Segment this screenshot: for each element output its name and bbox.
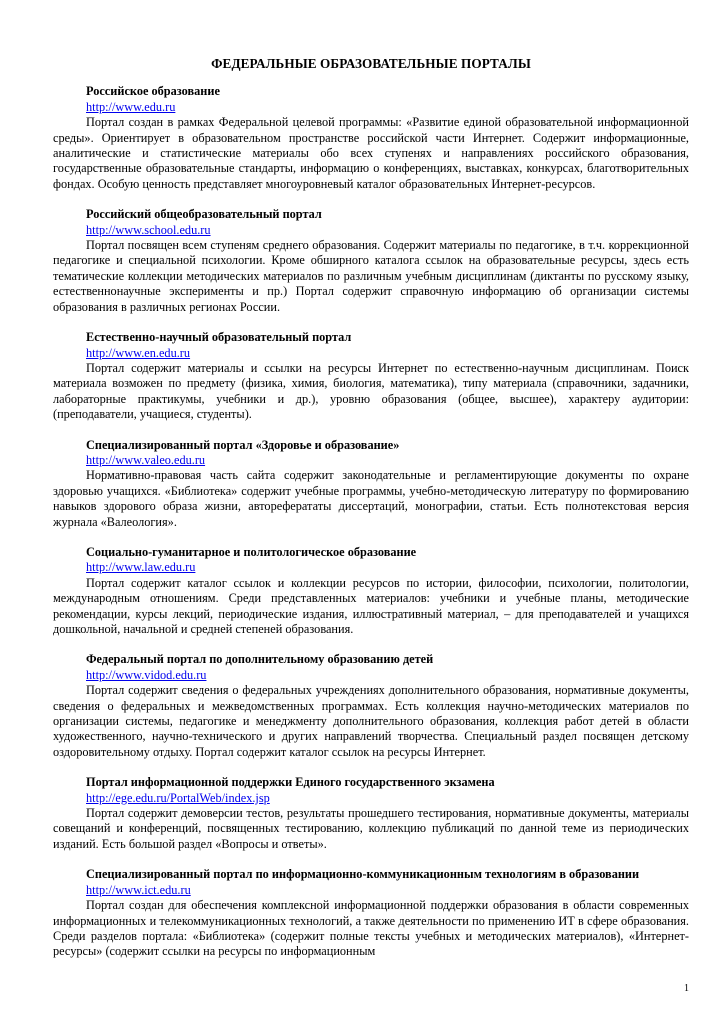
section-ege-edu-ru: [53, 775, 689, 852]
section-link[interactable]: http://ege.edu.ru/PortalWeb/index.jsp: [86, 790, 270, 805]
section-en-edu-ru: [53, 330, 689, 422]
section-title: Социально-гуманитарное и политологическое образование: [86, 544, 417, 559]
section-link[interactable]: http://www.school.edu.ru: [86, 222, 211, 237]
page-number: 1: [684, 983, 689, 994]
section-title: Естественно-научный образовательный портал: [86, 330, 352, 345]
section-title: Специализированный портал «Здоровье и образование»: [86, 437, 400, 452]
section-school-edu-ru: [53, 207, 689, 315]
section-body: Портал содержит сведения о федеральных учреждениях дополнительного образования, нормативные документы, сведения о федеральных и межведомственных программах. Есть коллекция научно-методических материалов по организации системы, педагогике и менеджменту дополнительного образования, коллекция работ детей в области художественного, научно-технического и других направлений творчества. Специальный раздел посвящен детскому оздоровительному отдыху. Портал содержит каталог ссылок на ресурсы Интернет.: [53, 683, 689, 759]
section-title: Портал информационной поддержки Единого государственного экзамена: [86, 775, 495, 790]
section-link[interactable]: http://www.ict.edu.ru: [86, 882, 191, 897]
section-title: Федеральный портал по дополнительному образованию детей: [86, 652, 434, 667]
section-body: Портал создан для обеспечения комплексной информационной поддержки образования в области современных информационных и телекоммуникационных технологий, а также деятельности по применению ИТ в сфере образования. Среди разделов портала: «Библиотека» (содержит полные тексты учебных и методических материалов), «Интернет-ресурсы» (содержит ссылки на ресурсы по информационным: [53, 898, 689, 959]
section-link[interactable]: http://www.law.edu.ru: [86, 560, 196, 575]
section-vidod-edu-ru: [53, 652, 689, 760]
section-body: Портал содержит каталог ссылок и коллекции ресурсов по истории, философии, психологии, политологии, международным отношениям. Среди представленных материалов: учебники и учебные планы, методические рекомендации, курсы лекций, периодические издания, иллюстративный материал, – для преподавателей и учащихся дошкольной, начальной и средней степеней образования.: [53, 575, 689, 636]
section-body: Портал создан в рамках Федеральной целевой программы: «Развитие единой образовательной информационной среды». Ориентирует в образовательном пространстве российской части Интернет. Содержит информационные, аналитические и статистические материалы обо всех ступенях и направлениях российского образования, государственные образовательные стандарты, информацию о конференциях, выставках, конкурсах, благотворительных фондах. Особую ценность представляет многоуровневый каталог образовательных Интернет-ресурсов.: [53, 115, 689, 191]
section-link[interactable]: http://www.edu.ru: [86, 99, 176, 114]
section-link[interactable]: http://www.valeo.edu.ru: [86, 452, 206, 467]
section-law-edu-ru: [53, 545, 689, 637]
section-body: Портал посвящен всем ступеням среднего образования. Содержит материалы по педагогике, в т.ч. коррекционной педагогике и специальной психологии. Кроме обширного каталога ссылок на образовательные ресурсы, здесь есть тематические коллекции методических материалов по различным учебным дисциплинам (диктанты по русскому языку, естественнонаучные эксперименты и пр.) Портал содержит справочную информацию об организации системы образования в различных регионах России.: [53, 238, 689, 314]
document-page: [53, 56, 689, 975]
section-link[interactable]: http://www.vidod.edu.ru: [86, 667, 207, 682]
section-title: Российское образование: [86, 84, 220, 99]
section-valeo-edu-ru: [53, 438, 689, 530]
section-title: Специализированный портал по информационно-коммуникационным технологиям в образовании: [86, 867, 640, 882]
section-title: Российский общеобразовательный портал: [86, 207, 322, 222]
section-body: Нормативно-правовая часть сайта содержит законодательные и регламентирующие документы по охране здоровью учащихся. «Библиотека» содержит учебные программы, учебно-методическую литературу по формированию навыков здорового образа жизни, автореферататы диссертаций, монографии, статьи. Есть полнотекстовая версия журнала «Валеология».: [53, 468, 689, 529]
section-link[interactable]: http://www.en.edu.ru: [86, 345, 191, 360]
section-edu-ru: [53, 84, 689, 192]
section-body: Портал содержит материалы и ссылки на ресурсы Интернет по естественно-научным дисциплинам. Поиск материала возможен по предмету (физика, химия, биология, математика), типу материала (справочники, задачники, лабораторные практикумы, учебники и др.), уровню образования (общее, высшее), характеру аудитории: (преподаватели, учащиеся, студенты).: [53, 360, 689, 422]
document-title: ФЕДЕРАЛЬНЫЕ ОБРАЗОВАТЕЛЬНЫЕ ПОРТАЛЫ: [211, 56, 531, 71]
section-ict-edu-ru: [53, 867, 689, 959]
section-body: Портал содержит демоверсии тестов, результаты прошедшего тестирования, нормативные документы, материалы совещаний и конференций, посвященных тестированию, коллекцию публикаций по данной теме из периодических изданий. Есть большой раздел «Вопросы и ответы».: [53, 806, 689, 851]
